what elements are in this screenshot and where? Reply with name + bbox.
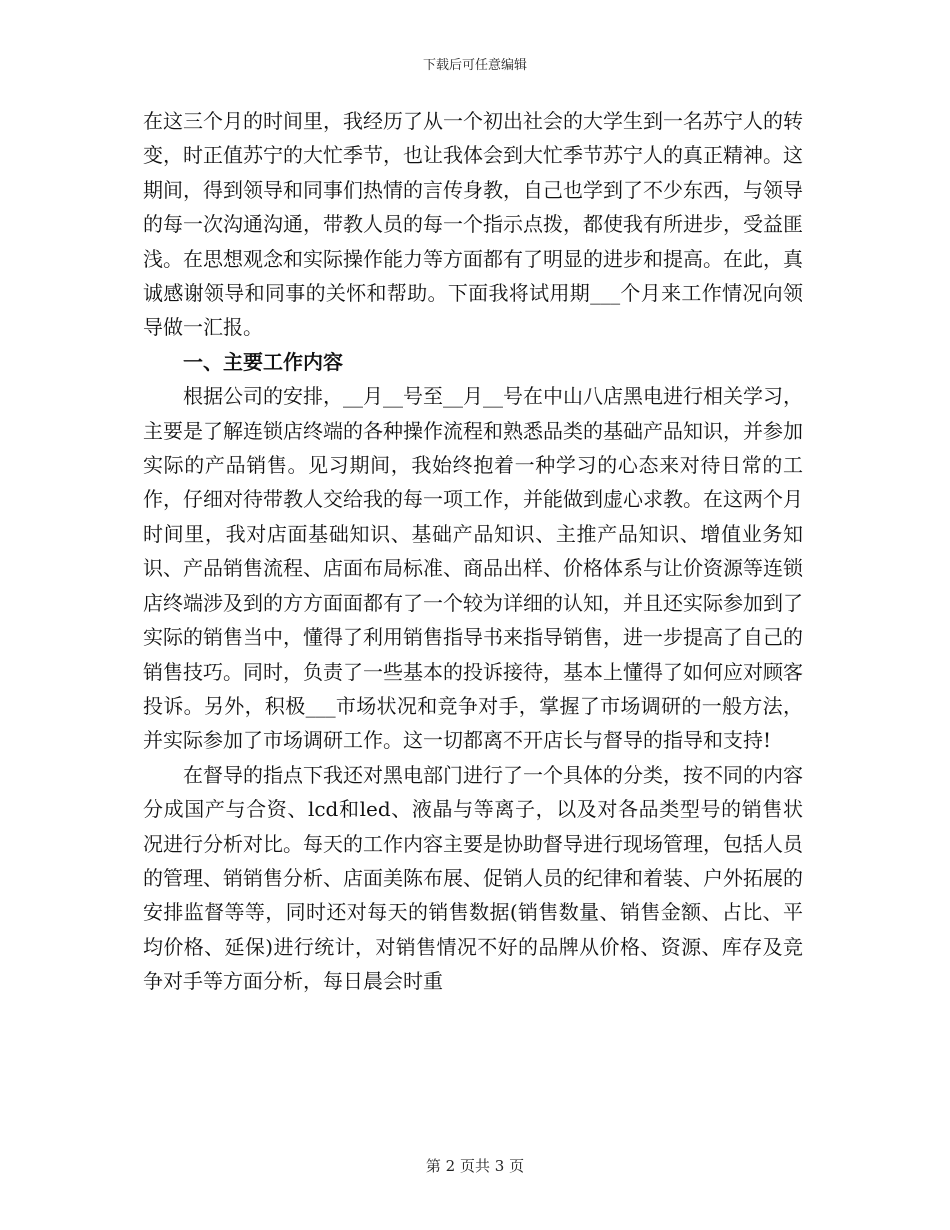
section-heading: 一、主要工作内容 — [183, 349, 343, 374]
paragraph-work-content: 根据公司的安排，__月__号至__月__号在中山八店黑电进行相关学习，主要是了解连锁店终端的各种操作流程和熟悉品类的基础产品知识，并参加实际的产品销售。见习期间，我始终抱着一种学习的心态来对待日常的工作，仔细对待带教人交给我的每一项工作，并能做到虚心求教。在这两个月时间里，我对店面基础知识、基础产品知识、主推产品知识、增值业务知识、产品销售流程、店面布局标准、商品出样、价格体系与让价资源等连锁店终端涉及到的方方面面都有了一个较为详细的认知，并且还实际参加到了实际的销售当中，懂得了利用销售指导书来指导销售，进一步提高了自己的销售技巧。同时，负责了一些基本的投诉接待，基本上懂得了如何应对顾客投诉。另外，积极___市场状况和竞争对手，掌握了市场调研的一般方法，并实际参加了市场调研工作。这一切都离不开店长与督导的指导和支持! — [143, 384, 803, 753]
paragraph-intro: 在这三个月的时间里，我经历了从一个初出社会的大学生到一名苏宁人的转变，时正值苏宁的大忙季节，也让我体会到大忙季节苏宁人的真正精神。这期间，得到领导和同事们热情的言传身教，自己也学到了不少东西，与领导的每一次沟通沟通，带教人员的每一个指示点拨，都使我有所进步，受益匪浅。在思想观念和实际操作能力等方面都有了明显的进步和提高。在此，真诚感谢领导和同事的关怀和帮助。下面我将试用期___个月来工作情况向领导做一汇报。 — [143, 109, 803, 340]
page-header: 下载后可任意编辑 — [422, 58, 527, 73]
document-body — [143, 104, 803, 999]
page-footer: 第 2 页共 3 页 — [425, 1157, 525, 1175]
paragraph-supervision: 在督导的指点下我还对黑电部门进行了一个具体的分类，按不同的内容分成国产与合资、lcd和led、液晶与等离子，以及对各品类型号的销售状况进行分析对比。每天的工作内容主要是协助督导进行现场管理，包括人员的管理、销销售分析、店面美陈布展、促销人员的纪律和着装、户外拓展的安排监督等等，同时还对每天的销售数据(销售数量、销售金额、占比、平均价格、延保)进行统计，对销售情况不好的品牌从价格、资源、库存及竞争对手等方面分析，每日晨会时重 — [143, 762, 803, 994]
